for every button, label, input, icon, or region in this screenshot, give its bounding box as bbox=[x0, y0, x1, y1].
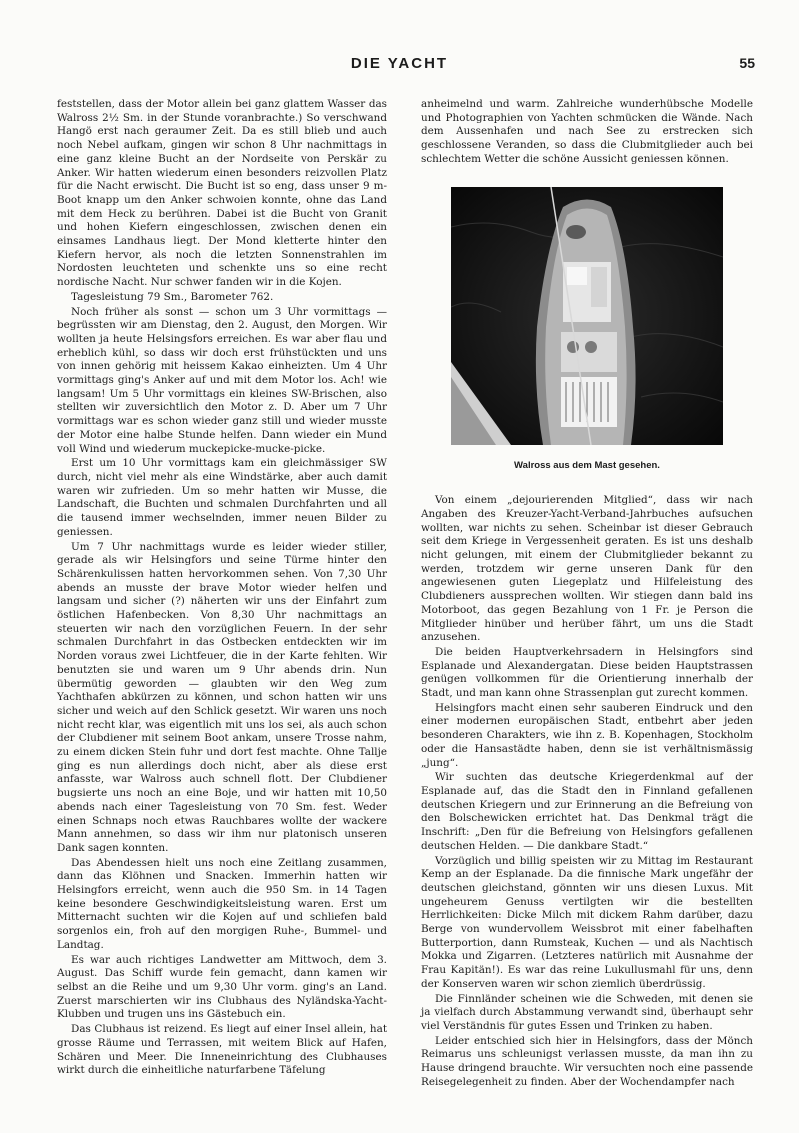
boat-photo bbox=[451, 187, 723, 445]
paragraph: Von einem „dejourierenden Mitglied“, dass wir nach Angaben des Kreuzer-Yacht-Verband-Jahrbuches aufsuchen wollten, war nichts zu sehen. Scheinbar ist dieser Gebrauch seit dem Kriege in Vergessenheit geraten. Es ist uns deshalb nicht gelungen, mit einem der Clubmitglieder bekannt zu werden, trotzdem wir gerne unseren Dank für den angewiesenen guten Liegeplatz und Hilfeleistung des Clubdieners aussprechen wollten. Wir stiegen dann bald ins Motorboot, das gegen Bezahlung von 1 Fr. je Person die Mitglieder hinüber und herüber fährt, um uns die Stadt anzusehen. bbox=[421, 494, 753, 644]
paragraph: Das Abendessen hielt uns noch eine Zeitlang zusammen, dann das Klöhnen und Snacken. Immerhin hatten wir Helsingfors erreicht, wenn auch die 950 Sm. in 14 Tagen keine besondere Geschwindigkeitsleistung waren. Erst um Mitternacht suchten wir die Kojen auf und schliefen bald sorgenlos ein, froh auf den morgigen Ruhe-, Bummel- und Landtag. bbox=[57, 856, 387, 951]
paragraph: Erst um 10 Uhr vormittags kam ein gleichmässiger SW durch, nicht viel mehr als eine Windstärke, aber auch damit waren wir zufrieden. Um so mehr hatten wir Musse, die Landschaft, die Buchten und schmalen Durchfahrten und all die tausend immer wechselnden, immer neuen Bilder zu geniessen. bbox=[57, 457, 387, 538]
paragraph: Leider entschied sich hier in Helsingfors, dass der Mönch Reimarus uns schleunigst verlassen musste, da man ihn zu Hause dringend brauchte. Wir versuchten noch eine passende Reisegelegenheit zu finden. Aber der Wochendampfer nach bbox=[421, 1034, 753, 1088]
paragraph: Helsingfors macht einen sehr sauberen Eindruck und den einer modernen europäischen Stadt, entbehrt aber jeden besonderen Charakters, wie ihn z. B. Kopenhagen, Stockholm oder die Hansastädte haben, denn sie ist verhältnismässig „jung“. bbox=[421, 701, 753, 769]
paragraph: Wir suchten das deutsche Kriegerdenkmal auf der Esplanade auf, das die Stadt den in Finnland gefallenen deutschen Kriegern und zur Erinnerung an die Befreiung von den Bolschewicken errichtet hat. Das Denkmal trägt die Inschrift: „Den für die Befreiung von Helsingfors gefallenen deutschen Helden. — Die dankbare Stadt.“ bbox=[421, 771, 753, 852]
page-number: 55 bbox=[739, 55, 755, 71]
paragraph: Es war auch richtiges Landwetter am Mittwoch, dem 3. August. Das Schiff wurde fein gemacht, dann kamen wir selbst an die Reihe und um 9,30 Uhr vorm. ging's an Land. Zuerst marschierten wir ins Clubhaus des Nyländska-Yacht-Klubben und trugen uns ins Gästebuch ein. bbox=[57, 953, 387, 1021]
left-column bbox=[57, 98, 387, 1078]
right-column bbox=[421, 98, 753, 1089]
running-header: DIE YACHT bbox=[350, 55, 449, 72]
paragraph: feststellen, dass der Motor allein bei ganz glattem Wasser das Walross 2½ Sm. in der Stunde voranbrachte.) So verschwand Hangö erst nach geraumer Zeit. Da es still blieb und auch noch Nebel aufkam, gingen wir schon 8 Uhr nachmittags in eine ganz kleine Bucht an der Nordseite von Perskär zu Anker. Wir hatten wiederum einen besonders reizvollen Platz für die Nacht erwischt. Die Bucht ist so eng, dass unser 9 m-Boot knapp um den Anker schwoien konnte, ohne das Land mit dem Heck zu berühren. Dabei ist die Bucht von Granit und hohen Kiefern eingeschlossen, zwischen denen ein einsames Landhaus liegt. Der Mond kletterte hinter den Kiefern hervor, als noch die letzten Sonnenstrahlen im Nordosten leuchteten und schenkte uns so eine recht nordische Nacht. Nur schwer fanden wir in die Kojen. bbox=[57, 98, 387, 289]
paragraph: Noch früher als sonst — schon um 3 Uhr vormittags — begrüssten wir am Dienstag, den 2. August, den Morgen. Wir wollten ja heute Helsingsfors erreichen. Es war aber flau und erheblich kühl, so dass wir doch erst frühstückten und uns von innen gehörig mit heissem Kakao einheizten. Um 4 Uhr vormittags ging's Anker auf und mit dem Motor los. Ach! wie langsam! Um 5 Uhr vormittags ein kleines SW-Brischen, also stellten wir zuversichtlich den Motor z. D. Aber um 7 Uhr vormittags war es schon wieder ganz still und wieder musste der Motor eine halbe Stunde helfen. Dann wieder ein Mund voll Wind und wiederum muckepicke-mucke-picke. bbox=[57, 305, 387, 455]
paragraph: Vorzüglich und billig speisten wir zu Mittag im Restaurant Kemp an der Esplanade. Da die finnische Mark ungefähr der deutschen gleichstand, gönnten wir uns diesen Luxus. Mit ungeheurem Genuss vertilgten wir die bestellten Herrlichkeiten: Dicke Milch mit dickem Rahm darüber, dazu Berge von wundervollem Weissbrot mit einer fabelhaften Butterportion, dann Rumsteak, Kuchen — und als Nachtisch Mokka und Zigarren. (Letzteres natürlich mit Ausnahme der Frau Kapitän!). Es war das reine Lukullusmahl für uns, denn der Konserven waren wir schon ziemlich überdrüssig. bbox=[421, 854, 753, 990]
photo-caption: Walross aus dem Mast gesehen. bbox=[514, 459, 660, 471]
paragraph: Tagesleistung 79 Sm., Barometer 762. bbox=[71, 290, 274, 303]
paragraph: Um 7 Uhr nachmittags wurde es leider wieder stiller, gerade als wir Helsingfors und seine Türme hinter den Schärenkulissen hatten hervorkommen sehen. Von 7,30 Uhr abends an musste der brave Motor wieder helfen und langsam und sicher (?) näherten wir uns der Einfahrt zum östlichen Hafenbecken. Von 8,30 Uhr nachmittags an steuerten wir nach den vorzüglichen Feuern. In der sehr schmalen Durchfahrt in das Ostbecken entdeckten wir im Norden voraus zwei Lichtfeuer, die in der Karte fehlten. Wir benutzten sie und waren um 9 Uhr abends drin. Nun übermütig geworden — glaubten wir den Weg zum Yachthafen abkürzen zu können, und schon hatten wir uns sicher und weich auf den Schlick gesetzt. Wir waren uns noch nicht recht klar, was eigentlich mit uns los sei, als auch schon der Clubdiener mit seinem Boot ankam, unsere Trosse nahm, zu einem dicken Stein fuhr und dort fest machte. Ohne Tallje ging es nun allerdings doch nicht, aber als diese erst anfasste, war Walross auch schnell flott. Der Clubdiener bugsierte uns noch an eine Boje, und wir hatten mit 10,50 abends nach einer Tagesleistung von 70 Sm. fest. Weder einen Schnaps noch etwas Rauchbares wollte der wackere Mann annehmen, so dass wir ihm nur platonisch unseren Dank sagen konnten. bbox=[57, 540, 387, 854]
paragraph: Die Finnländer scheinen wie die Schweden, mit denen sie ja vielfach durch Abstammung verwandt sind, überhaupt sehr viel Verständnis für gutes Essen und Trinken zu haben. bbox=[421, 992, 753, 1032]
boat-from-mast-image bbox=[451, 187, 723, 445]
paragraph: Das Clubhaus ist reizend. Es liegt auf einer Insel allein, hat grosse Räume und Terrassen, mit weitem Blick auf Hafen, Schären und Meer. Die Inneneinrichtung des Clubhauses wirkt durch die einheitliche naturfarbene Täfelung bbox=[57, 1023, 387, 1077]
paragraph: Die beiden Hauptverkehrsadern in Helsingfors sind Esplanade und Alexandergatan. Diese beiden Hauptstrassen genügen vollkommen für die Orientierung innerhalb der Stadt, und man kann ohne Strassenplan gut zurecht kommen. bbox=[421, 645, 753, 700]
paragraph: anheimelnd und warm. Zahlreiche wunderhübsche Modelle und Photographien von Yachten schmücken die Wände. Nach dem Aussenhafen und nach See zu erstrecken sich geschlossene Veranden, so dass die Clubmitglieder auch bei schlechtem Wetter die schöne Aussicht geniessen können. bbox=[421, 98, 753, 165]
